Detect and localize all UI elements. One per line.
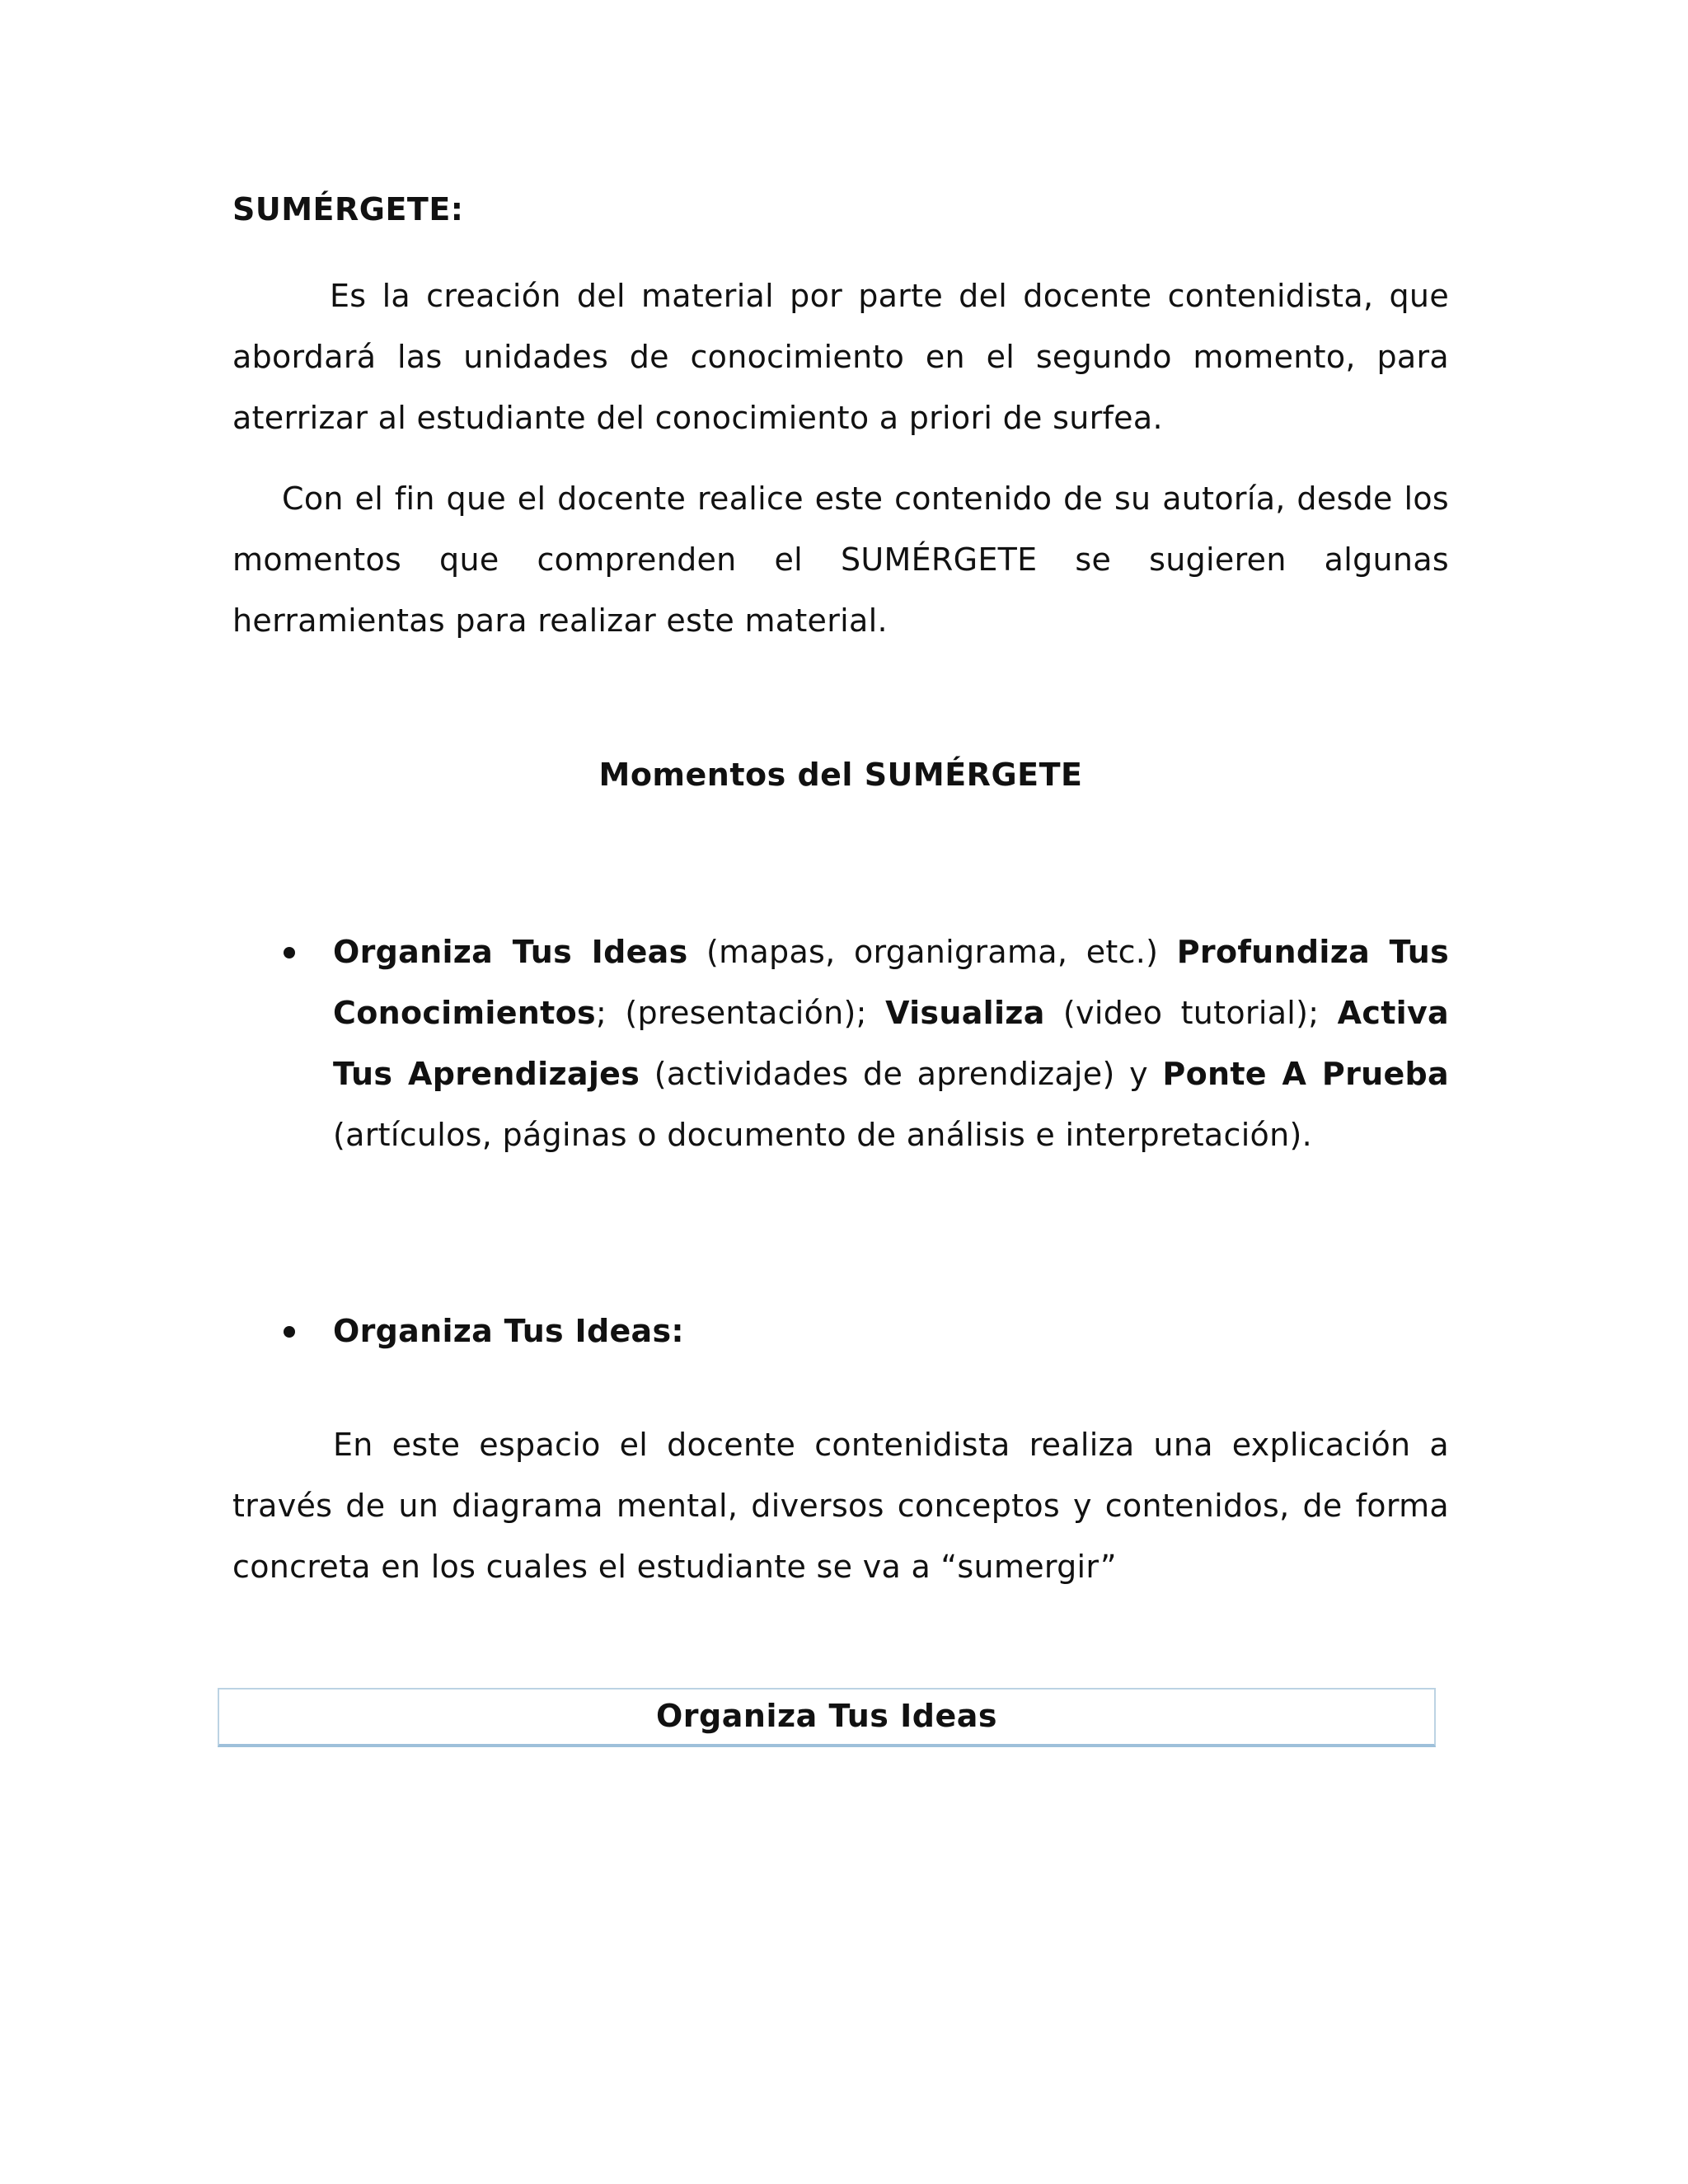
moment-visualiza-label: Visualiza	[885, 995, 1045, 1031]
purpose-paragraph: Con el fin que el docente realice este contenido de su autoría, desde los momentos que comprenden el SUMÉRGETE se sugieren algunas herramientas para realizar este material.	[232, 480, 1449, 639]
moment-visualiza-desc: (video tutorial);	[1044, 995, 1338, 1031]
bullet-icon	[284, 947, 295, 958]
organiza-heading: Organiza Tus Ideas:	[333, 1313, 684, 1349]
list-item	[232, 1301, 1449, 1361]
page-heading: SUMÉRGETE:	[232, 191, 464, 227]
moment-ponte-desc: (artículos, páginas o documento de análisis e interpretación).	[333, 1117, 1312, 1153]
list-item	[232, 921, 1449, 1165]
moments-list	[232, 921, 1449, 1165]
organiza-table-header: Organiza Tus Ideas	[218, 1688, 1436, 1747]
moment-activa-desc: (actividades de aprendizaje) y	[640, 1056, 1163, 1092]
moment-ponte-label: Ponte A Prueba	[1162, 1056, 1449, 1092]
moment-profundiza-label: Profundiza Tus Conocimientos	[333, 934, 1450, 1031]
moment-activa-label: Activa Tus Aprendizajes	[333, 995, 1449, 1092]
moment-profundiza-desc: ; (presentación);	[595, 995, 886, 1031]
section-title: Momentos del SUMÉRGETE	[598, 757, 1083, 793]
moment-organiza-label: Organiza Tus Ideas	[333, 934, 688, 970]
intro-paragraph: Es la creación del material por parte del docente contenidista, que abordará las unidades de conocimiento en el segundo momento, para aterrizar al estudiante del conocimiento a priori de surfea.	[232, 278, 1449, 436]
bullet-icon	[284, 1326, 295, 1338]
organiza-list	[232, 1301, 1449, 1361]
organiza-paragraph: En este espacio el docente contenidista realiza una explicación a través de un diagrama mental, diversos conceptos y contenidos, de forma concreta en los cuales el estudiante se va a “sumergir”	[232, 1427, 1449, 1585]
moment-organiza-desc: (mapas, organigrama, etc.)	[687, 934, 1177, 970]
